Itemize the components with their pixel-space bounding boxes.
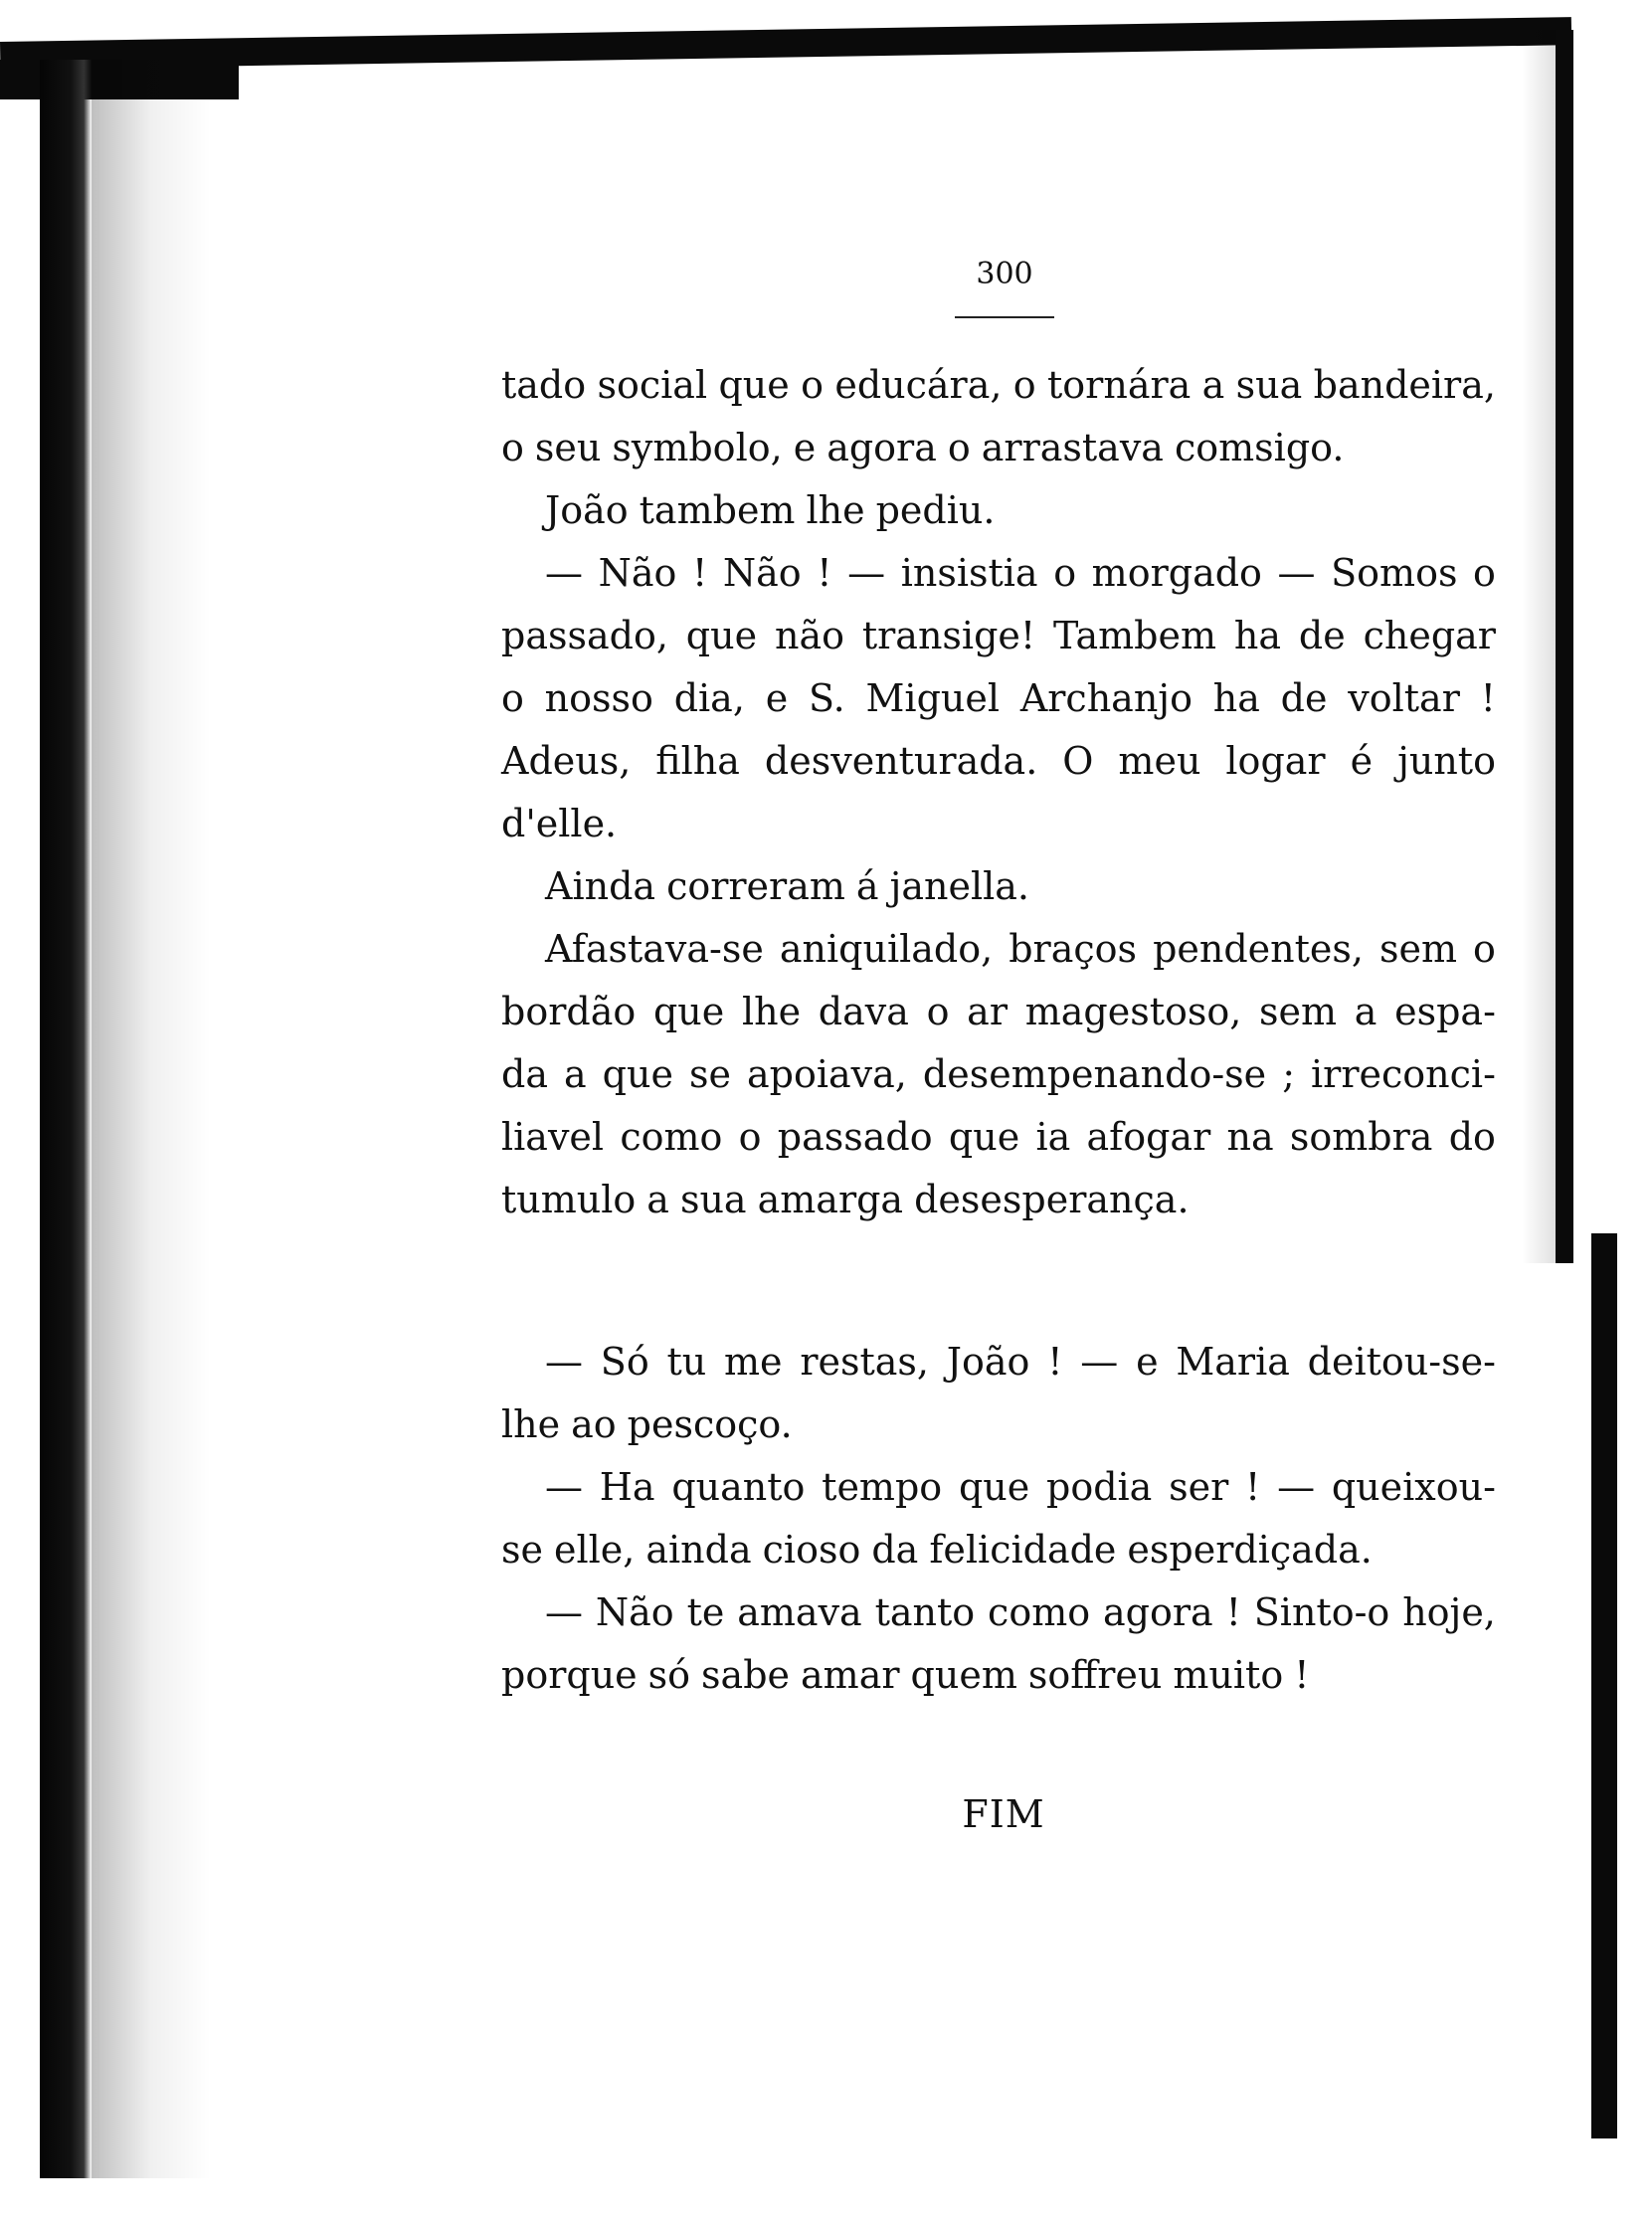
word: !: [1225, 1590, 1241, 1634]
word: o: [1053, 551, 1077, 595]
word: só: [647, 1653, 691, 1697]
word: Sinto-o: [1253, 1590, 1390, 1634]
word: amava: [737, 1590, 862, 1634]
word: queixou-: [1331, 1465, 1496, 1509]
text-line: [501, 605, 1496, 667]
word: Maria: [1176, 1340, 1290, 1384]
word: e: [793, 426, 817, 469]
word: amar: [801, 1653, 900, 1697]
word: desesperança.: [914, 1178, 1190, 1221]
scan-shadow-left: [92, 60, 211, 2178]
word: ha: [1233, 614, 1281, 657]
word: que: [652, 990, 725, 1033]
word: o: [1012, 363, 1036, 407]
word: na: [1226, 1115, 1274, 1159]
page-number: 300: [976, 257, 1033, 291]
word: o: [501, 426, 524, 469]
word: podia: [1046, 1465, 1153, 1509]
word: o: [947, 426, 971, 469]
word: cioso: [762, 1528, 861, 1572]
word: espa-: [1394, 990, 1496, 1033]
word: não: [774, 614, 844, 657]
word: logar: [1225, 739, 1326, 783]
text-line: [501, 793, 1496, 855]
word: lhe: [501, 1402, 561, 1446]
word: apoiava,: [747, 1052, 907, 1096]
word: tanto: [874, 1590, 976, 1634]
word: —: [847, 551, 886, 595]
word: hoje,: [1402, 1590, 1496, 1634]
scan-shadow-right: [1522, 30, 1556, 1263]
word: a: [646, 1178, 669, 1221]
word: !: [1480, 676, 1496, 720]
word: morgado: [1091, 551, 1262, 595]
word: meu: [1118, 739, 1201, 783]
word: O: [1062, 739, 1094, 783]
word: —: [1277, 1465, 1316, 1509]
word: quem: [910, 1653, 1017, 1697]
word: ;: [1282, 1052, 1296, 1096]
word: e: [1136, 1340, 1159, 1384]
word: ha: [1212, 676, 1260, 720]
text-line: [501, 730, 1496, 793]
word: Tambem: [1053, 614, 1216, 657]
word: se: [501, 1528, 543, 1572]
word: ser: [1169, 1465, 1229, 1509]
text-line: [501, 542, 1496, 605]
word: João: [946, 1340, 1030, 1384]
word: Não: [598, 551, 677, 595]
text-line: [501, 417, 1496, 479]
word: Ha: [599, 1465, 655, 1509]
word: tu: [666, 1340, 707, 1384]
word: !: [691, 551, 708, 595]
word: !: [1294, 1653, 1310, 1697]
body-text: [501, 354, 1496, 1707]
word: Ainda: [545, 864, 656, 908]
word: que: [958, 1465, 1030, 1509]
scan-border-right: [1556, 30, 1573, 1263]
word: sem: [1379, 927, 1458, 971]
word: —: [1277, 551, 1316, 595]
word: sem: [1259, 990, 1338, 1033]
end-mark: FIM: [962, 1792, 1045, 1836]
text-line: [501, 354, 1496, 417]
word: bordão: [501, 990, 637, 1033]
word: soffreu: [1027, 1653, 1163, 1697]
text-line: [501, 1043, 1496, 1106]
text-line: [501, 1393, 1496, 1456]
word: o: [926, 990, 950, 1033]
word: sombra: [1289, 1115, 1433, 1159]
word: tempo: [822, 1465, 943, 1509]
word: S.: [808, 676, 845, 720]
text-section: [501, 1331, 1496, 1707]
word: passado: [777, 1115, 933, 1159]
word: braços: [1009, 927, 1138, 971]
word: correram: [666, 864, 845, 908]
word: chegar: [1363, 614, 1496, 657]
word: restas,: [800, 1340, 929, 1384]
word: symbolo,: [612, 426, 783, 469]
word: pendentes,: [1153, 927, 1364, 971]
word: se: [688, 1052, 731, 1096]
word: pescoço.: [627, 1402, 793, 1446]
word: tornára: [1047, 363, 1192, 407]
word: que: [948, 1115, 1020, 1159]
word: educára,: [834, 363, 1003, 407]
word: janella.: [889, 864, 1030, 908]
word: como: [620, 1115, 723, 1159]
word: seu: [534, 426, 602, 469]
word: a: [1354, 990, 1377, 1033]
word: sabe: [701, 1653, 791, 1697]
word: liavel: [501, 1115, 605, 1159]
text-line: [501, 479, 1496, 542]
word: Archanjo: [1019, 676, 1193, 720]
word: social: [597, 363, 708, 407]
text-section: [501, 354, 1496, 1231]
word: do: [1448, 1115, 1496, 1159]
word: filha: [655, 739, 740, 783]
word: irreconci-: [1311, 1052, 1496, 1096]
text-line: [501, 667, 1496, 730]
word: bandeira,: [1313, 363, 1496, 407]
word: Não: [722, 551, 802, 595]
word: quanto: [671, 1465, 806, 1509]
word: !: [1245, 1465, 1261, 1509]
word: lhe: [741, 990, 802, 1033]
word: da: [871, 1528, 919, 1572]
word: me: [724, 1340, 783, 1384]
word: arrastava: [981, 426, 1164, 469]
word: pediu.: [875, 488, 996, 532]
word: insistia: [900, 551, 1038, 595]
word: e: [765, 676, 789, 720]
text-line: [501, 1644, 1496, 1707]
word: ar: [967, 990, 1008, 1033]
word: Só: [600, 1340, 649, 1384]
text-line: [501, 1456, 1496, 1519]
word: João: [545, 488, 629, 532]
scan-border-right-lower: [1591, 1233, 1617, 2138]
word: tumulo: [501, 1178, 637, 1221]
word: Não: [595, 1590, 674, 1634]
word: o: [1473, 551, 1496, 595]
word: magestoso,: [1024, 990, 1242, 1033]
word: —: [545, 1590, 583, 1634]
word: Miguel: [865, 676, 1001, 720]
word: te: [686, 1590, 725, 1634]
word: á: [855, 864, 879, 908]
word: —: [1080, 1340, 1119, 1384]
word: de: [1298, 614, 1346, 657]
text-line: [501, 918, 1496, 981]
word: agora: [826, 426, 937, 469]
word: comsigo.: [1174, 426, 1345, 469]
word: junto: [1397, 739, 1496, 783]
word: elle,: [554, 1528, 636, 1572]
word: —: [545, 1465, 583, 1509]
text-line: [501, 1581, 1496, 1644]
text-line: [501, 981, 1496, 1043]
word: afogar: [1086, 1115, 1211, 1159]
word: Adeus,: [501, 739, 632, 783]
word: lhe: [806, 488, 865, 532]
word: tado: [501, 363, 587, 407]
text-line: [501, 855, 1496, 918]
word: deitou-se-: [1307, 1340, 1496, 1384]
word: da: [501, 1052, 548, 1096]
word: Afastava-se: [545, 927, 764, 971]
word: é: [1350, 739, 1374, 783]
text-line: [501, 1519, 1496, 1581]
word: sua: [1235, 363, 1303, 407]
scan-border-left: [40, 60, 92, 2178]
word: de: [1280, 676, 1328, 720]
word: como: [988, 1590, 1091, 1634]
word: que: [718, 363, 790, 407]
word: transige!: [861, 614, 1036, 657]
word: a: [1201, 363, 1225, 407]
word: !: [817, 551, 832, 595]
word: amarga: [757, 1178, 904, 1221]
word: tambem: [639, 488, 796, 532]
word: aniquilado,: [779, 927, 994, 971]
section-break: [501, 1231, 1496, 1331]
text-line: [501, 1169, 1496, 1231]
word: passado,: [501, 614, 668, 657]
text-line: [501, 1106, 1496, 1169]
word: —: [545, 551, 583, 595]
word: o: [1473, 927, 1496, 971]
word: Somos: [1331, 551, 1458, 595]
word: que: [685, 614, 758, 657]
word: o: [738, 1115, 762, 1159]
word: a: [564, 1052, 587, 1096]
word: felicidade: [929, 1528, 1117, 1572]
word: o: [801, 363, 824, 407]
word: porque: [501, 1653, 638, 1697]
word: muito: [1173, 1653, 1284, 1697]
text-line: [501, 1331, 1496, 1393]
word: desventurada.: [764, 739, 1038, 783]
word: ia: [1035, 1115, 1071, 1159]
page-number-rule: [955, 316, 1054, 318]
word: que: [602, 1052, 673, 1096]
word: !: [1047, 1340, 1063, 1384]
word: dava: [818, 990, 909, 1033]
word: nosso: [544, 676, 653, 720]
word: sua: [679, 1178, 747, 1221]
word: d'elle.: [501, 802, 618, 845]
word: o: [501, 676, 524, 720]
word: ao: [571, 1402, 617, 1446]
word: —: [545, 1340, 583, 1384]
word: desempenando-se: [922, 1052, 1267, 1096]
word: ainda: [645, 1528, 752, 1572]
word: agora: [1103, 1590, 1213, 1634]
word: dia,: [673, 676, 745, 720]
word: esperdiçada.: [1127, 1528, 1373, 1572]
word: voltar: [1348, 676, 1460, 720]
